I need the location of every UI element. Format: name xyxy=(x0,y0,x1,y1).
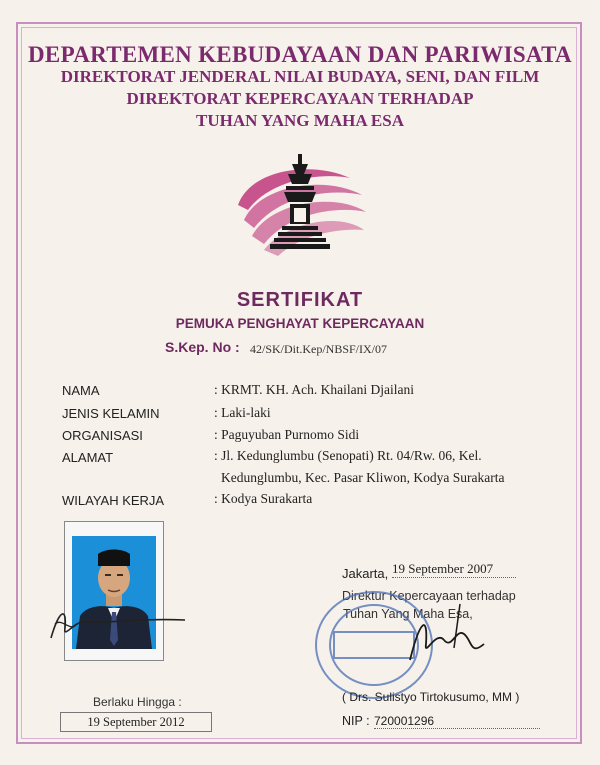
header-line-2: DIREKTORAT JENDERAL NILAI BUDAYA, SENI, DAN FILM xyxy=(60,67,540,86)
nama-label: NAMA xyxy=(62,383,100,398)
signer-name: ( Drs. Sulistyo Tirtokusumo, MM ) xyxy=(342,690,520,704)
skep-value: 42/SK/Dit.Kep/NBSF/IX/07 xyxy=(250,342,388,356)
ministry-emblem-icon xyxy=(230,150,370,260)
signer-position-line-2: Tuhan Yang Maha Esa, xyxy=(343,607,473,621)
nama-value: : KRMT. KH. Ach. Khailani Djailani xyxy=(214,382,414,397)
validity-label: Berlaku Hingga : xyxy=(93,695,182,709)
alamat-value-line-2: Kedunglumbu, Kec. Pasar Kliwon, Kodya Surakarta xyxy=(221,470,505,485)
skep-label: S.Kep. No : xyxy=(165,339,240,355)
signer-position-line-1: Direktur Kepercayaan terhadap xyxy=(342,589,516,603)
alamat-label: ALAMAT xyxy=(62,450,114,465)
issue-date: 19 September 2007 xyxy=(392,561,516,578)
validity-date: 19 September 2012 xyxy=(60,712,212,732)
certificate-title: SERTIFIKAT xyxy=(236,289,364,311)
nip-label: NIP : xyxy=(342,714,370,728)
director-signature-icon xyxy=(400,600,490,670)
wilayah-kerja-value: : Kodya Surakarta xyxy=(214,491,313,506)
holder-signature-icon xyxy=(45,600,190,645)
organisasi-label: ORGANISASI xyxy=(62,428,143,443)
issue-place: Jakarta, xyxy=(342,566,389,581)
alamat-value-line-1: : Jl. Kedunglumbu (Senopati) Rt. 04/Rw. 06, Kel. xyxy=(214,448,482,463)
header-line-3: DIREKTORAT KEPERCAYAAN TERHADAP xyxy=(126,89,474,108)
wilayah-kerja-label: WILAYAH KERJA xyxy=(62,493,165,508)
jenis-kelamin-label: JENIS KELAMIN xyxy=(62,406,160,421)
jenis-kelamin-value: : Laki-laki xyxy=(214,405,271,420)
certificate-subtitle: PEMUKA PENGHAYAT KEPERCAYAAN xyxy=(175,316,425,331)
header-line-4: TUHAN YANG MAHA ESA xyxy=(196,111,404,130)
header-line-1: DEPARTEMEN KEBUDAYAAN DAN PARIWISATA xyxy=(28,42,572,67)
nip-value: 720001296 xyxy=(374,714,540,729)
organisasi-value: : Paguyuban Purnomo Sidi xyxy=(214,427,360,442)
